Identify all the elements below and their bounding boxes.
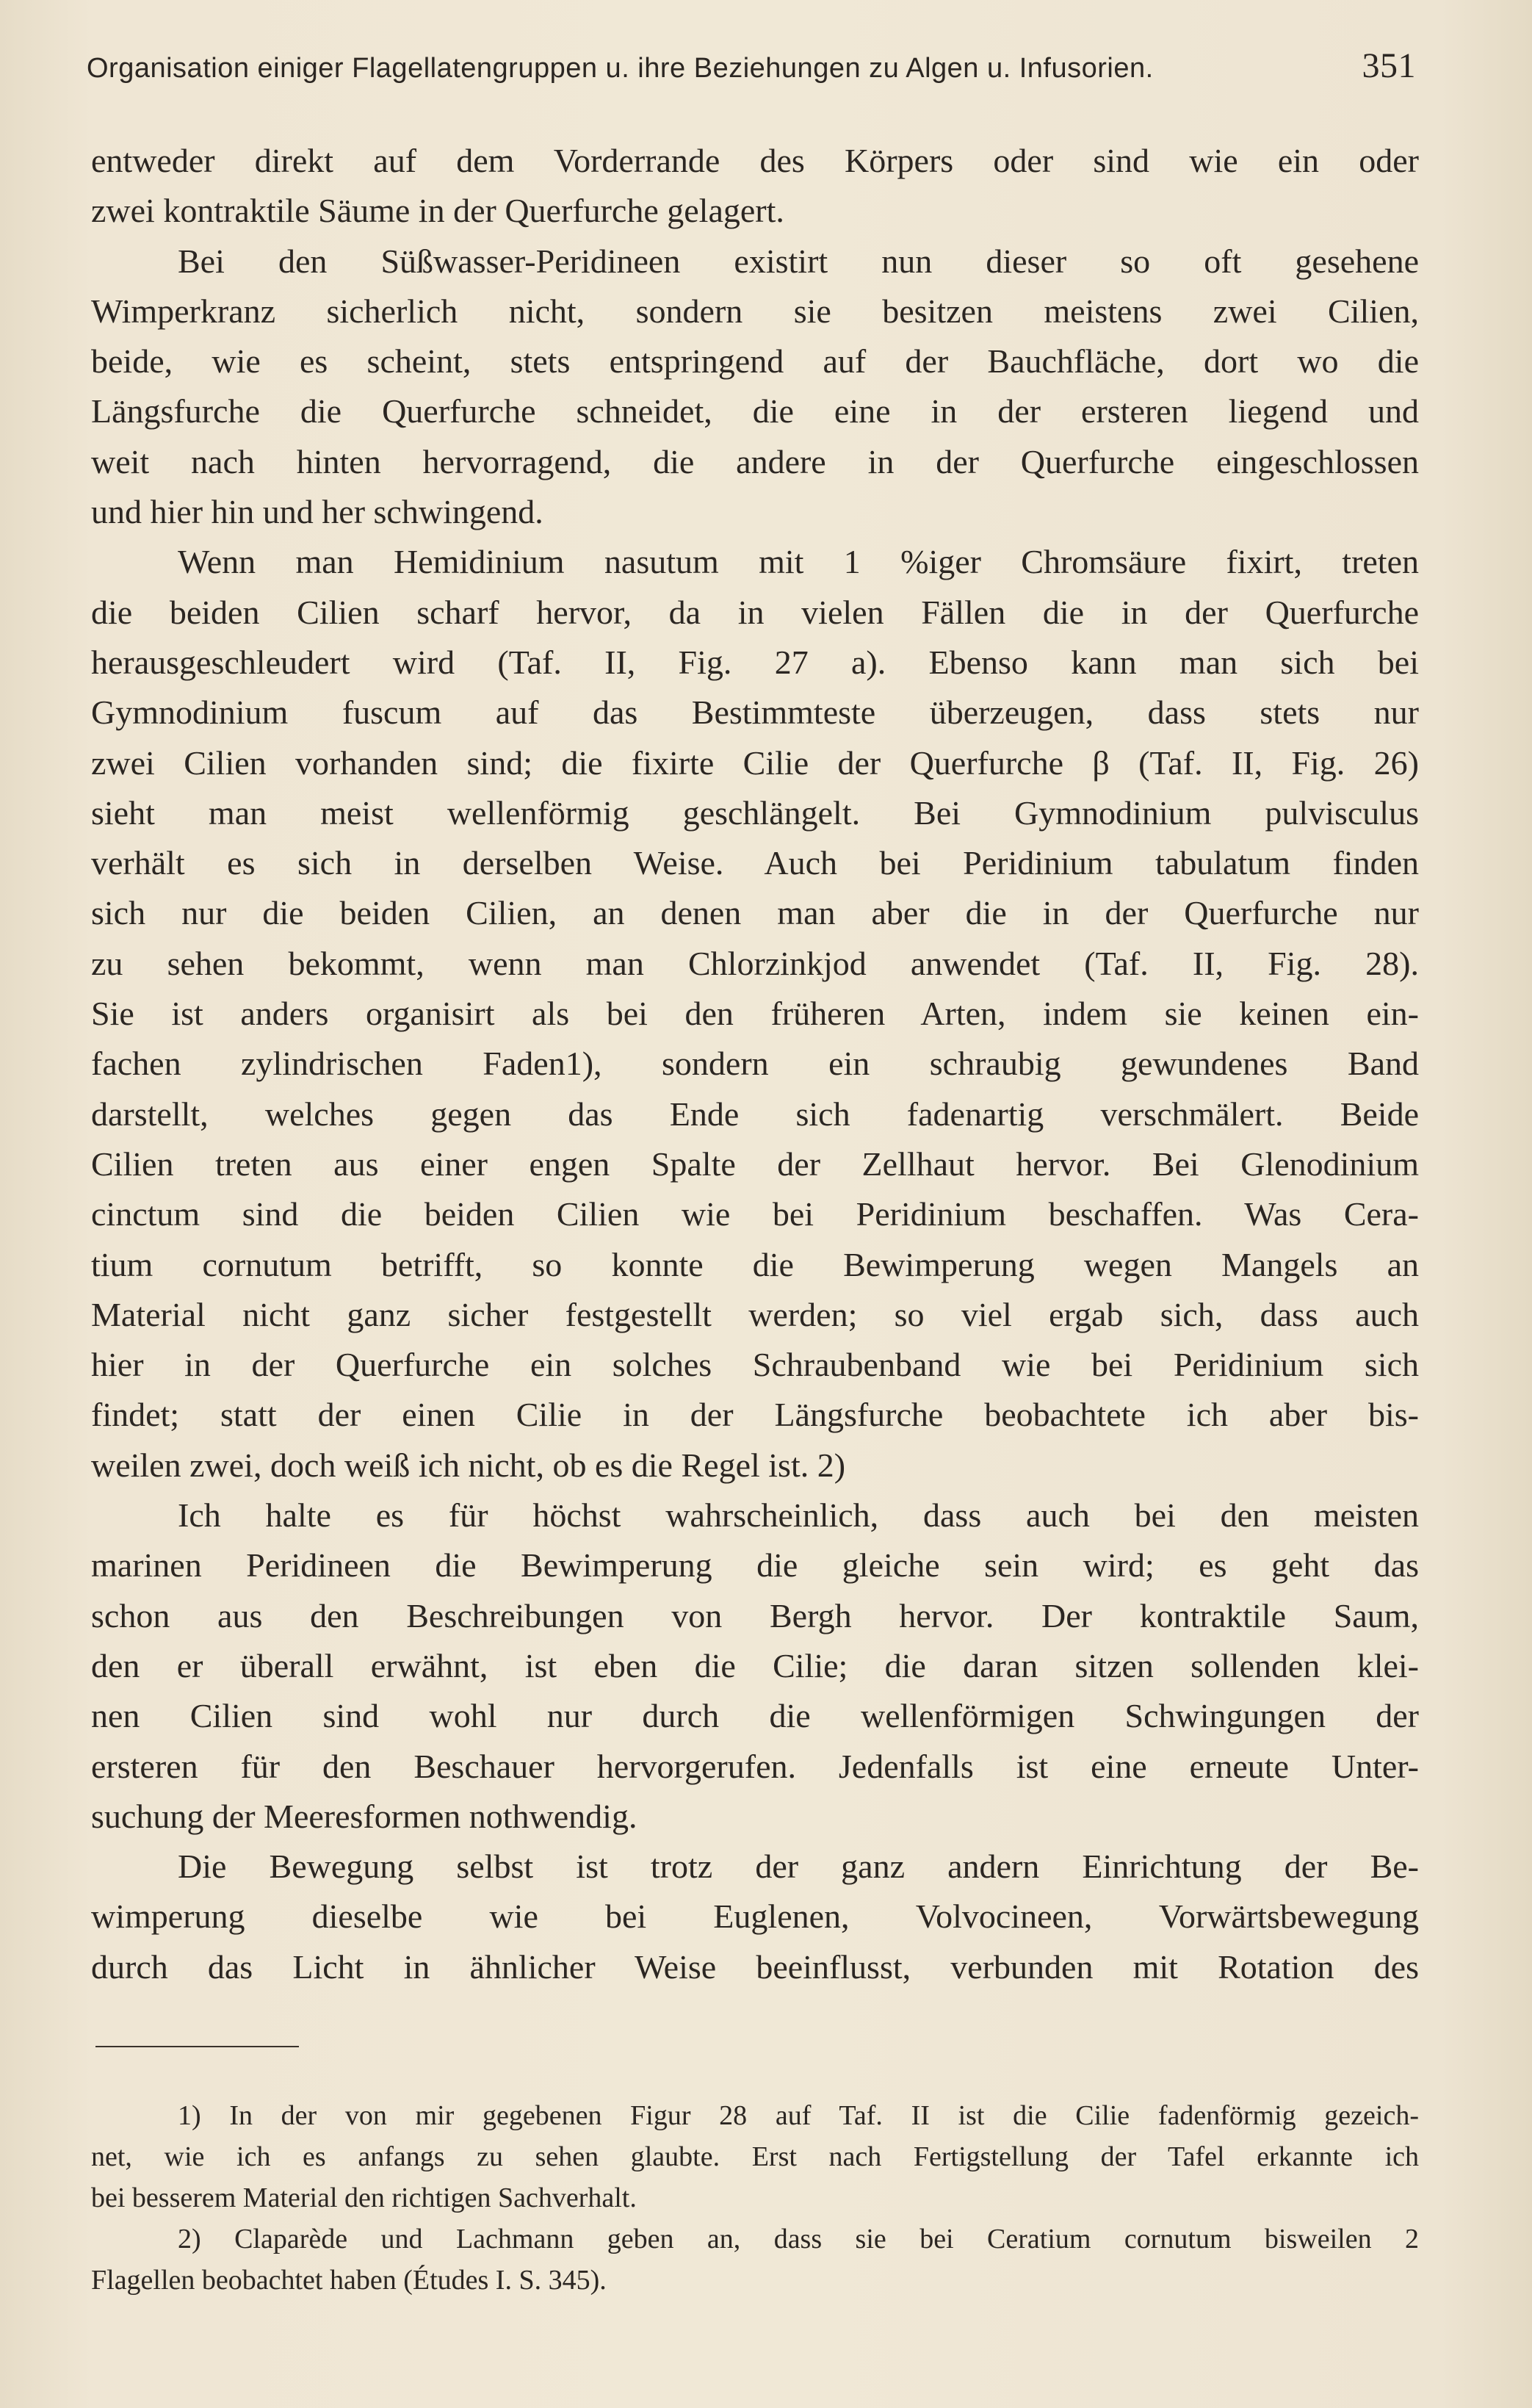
footnote-line: net, wie ich es anfangs zu sehen glaubte. Erst nach Fertigstellung der Tafel erkannte ich	[91, 2141, 1419, 2172]
text-line: marinen Peridineen die Bewimperung die gleiche sein wird; es geht das	[91, 1546, 1419, 1585]
text-line: tium cornutum betrifft, so konnte die Bewimperung wegen Mangels an	[91, 1245, 1419, 1283]
page-header	[87, 46, 1416, 97]
body-text	[91, 136, 1419, 1992]
text-line: Ich halte es für höchst wahrscheinlich, dass auch bei den meisten	[178, 1496, 1419, 1535]
text-line: wimperung dieselbe wie bei Euglenen, Volvocineen, Vorwärtsbewegung	[91, 1897, 1419, 1936]
text-line: Gymnodinium fuscum auf das Bestimmteste überzeugen, dass stets nur	[91, 693, 1419, 732]
text-line: durch das Licht in ähnlicher Weise beeinflusst, verbunden mit Rotation des	[91, 1947, 1419, 1986]
text-line: fachen zylindrischen Faden1), sondern ein schraubig gewundenes Band	[91, 1045, 1419, 1083]
text-line: die beiden Cilien scharf hervor, da in vielen Fällen die in der Querfurche	[91, 593, 1419, 631]
text-line: darstellt, welches gegen das Ende sich fadenartig verschmälert. Beide	[91, 1095, 1419, 1133]
text-line: sich nur die beiden Cilien, an denen man aber die in der Querfurche nur	[91, 894, 1419, 932]
text-line: zwei Cilien vorhanden sind; die fixirte Cilie der Querfurche β (Taf. II, Fig. 26)	[91, 743, 1419, 782]
text-line: cinctum sind die beiden Cilien wie bei Peridinium beschaffen. Was Cera-	[91, 1195, 1419, 1233]
text-line: Cilien treten aus einer engen Spalte der Zellhaut hervor. Bei Glenodinium	[91, 1144, 1419, 1183]
text-line: Bei den Süßwasser-Peridineen existirt nun dieser so oft gesehene	[178, 242, 1419, 280]
text-line: nen Cilien sind wohl nur durch die wellenförmigen Schwingungen der	[91, 1697, 1419, 1735]
text-line: entweder direkt auf dem Vorderrande des Körpers oder sind wie ein oder	[91, 142, 1419, 179]
text-line: und hier hin und her schwingend.	[91, 493, 543, 531]
text-line: Die Bewegung selbst ist trotz der ganz andern Einrichtung der Be-	[178, 1848, 1419, 1886]
text-line: verhält es sich in derselben Weise. Auch bei Peridinium tabulatum finden	[91, 844, 1419, 882]
text-line: zwei kontraktile Säume in der Querfurche gelagert.	[91, 192, 784, 230]
running-title: Organisation einiger Flagellatengruppen u. ihre Beziehungen zu Algen u. Infusorien.	[87, 53, 1154, 84]
footnote-divider	[95, 2046, 299, 2047]
footnote-line: bei besserem Material den richtigen Sachverhalt.	[91, 2182, 637, 2213]
text-line: Sie ist anders organisirt als bei den früheren Arten, indem sie keinen ein-	[91, 995, 1419, 1033]
text-line: weilen zwei, doch weiß ich nicht, ob es die Regel ist. 2)	[91, 1446, 846, 1484]
footnote-line: 2) Claparède und Lachmann geben an, dass sie bei Ceratium cornutum bisweilen 2	[178, 2224, 1419, 2254]
footnote-line: Flagellen beobachtet haben (Études I. S. 345).	[91, 2265, 607, 2296]
text-line: findet; statt der einen Cilie in der Längsfurche beobachtete ich aber bis-	[91, 1396, 1419, 1434]
text-line: Material nicht ganz sicher festgestellt werden; so viel ergab sich, dass auch	[91, 1295, 1419, 1333]
text-line: Längsfurche die Querfurche schneidet, die eine in der ersteren liegend und	[91, 392, 1419, 430]
text-line: herausgeschleudert wird (Taf. II, Fig. 27 a). Ebenso kann man sich bei	[91, 643, 1419, 681]
text-line: weit nach hinten hervorragend, die andere in der Querfurche eingeschlossen	[91, 442, 1419, 480]
text-line: ersteren für den Beschauer hervorgerufen. Jedenfalls ist eine erneute Unter-	[91, 1747, 1419, 1785]
text-line: zu sehen bekommt, wenn man Chlorzinkjod anwendet (Taf. II, Fig. 28).	[91, 944, 1419, 982]
text-line: Wimperkranz sicherlich nicht, sondern sie besitzen meistens zwei Cilien,	[91, 292, 1419, 330]
text-line: suchung der Meeresformen nothwendig.	[91, 1797, 637, 1835]
page-number: 351	[1362, 46, 1416, 85]
footnote-line: 1) In der von mir gegebenen Figur 28 auf Taf. II ist die Cilie fadenförmig gezeich-	[178, 2100, 1419, 2131]
footnotes	[91, 2095, 1419, 2301]
text-line: Wenn man Hemidinium nasutum mit 1 %iger Chromsäure fixirt, treten	[178, 543, 1419, 581]
text-line: den er überall erwähnt, ist eben die Cilie; die daran sitzen sollenden klei-	[91, 1646, 1419, 1684]
text-line: schon aus den Beschreibungen von Bergh hervor. Der kontraktile Saum,	[91, 1596, 1419, 1634]
text-line: hier in der Querfurche ein solches Schraubenband wie bei Peridinium sich	[91, 1346, 1419, 1384]
text-line: beide, wie es scheint, stets entspringend auf der Bauchfläche, dort wo die	[91, 342, 1419, 381]
text-line: sieht man meist wellenförmig geschlängelt. Bei Gymnodinium pulvisculus	[91, 793, 1419, 832]
